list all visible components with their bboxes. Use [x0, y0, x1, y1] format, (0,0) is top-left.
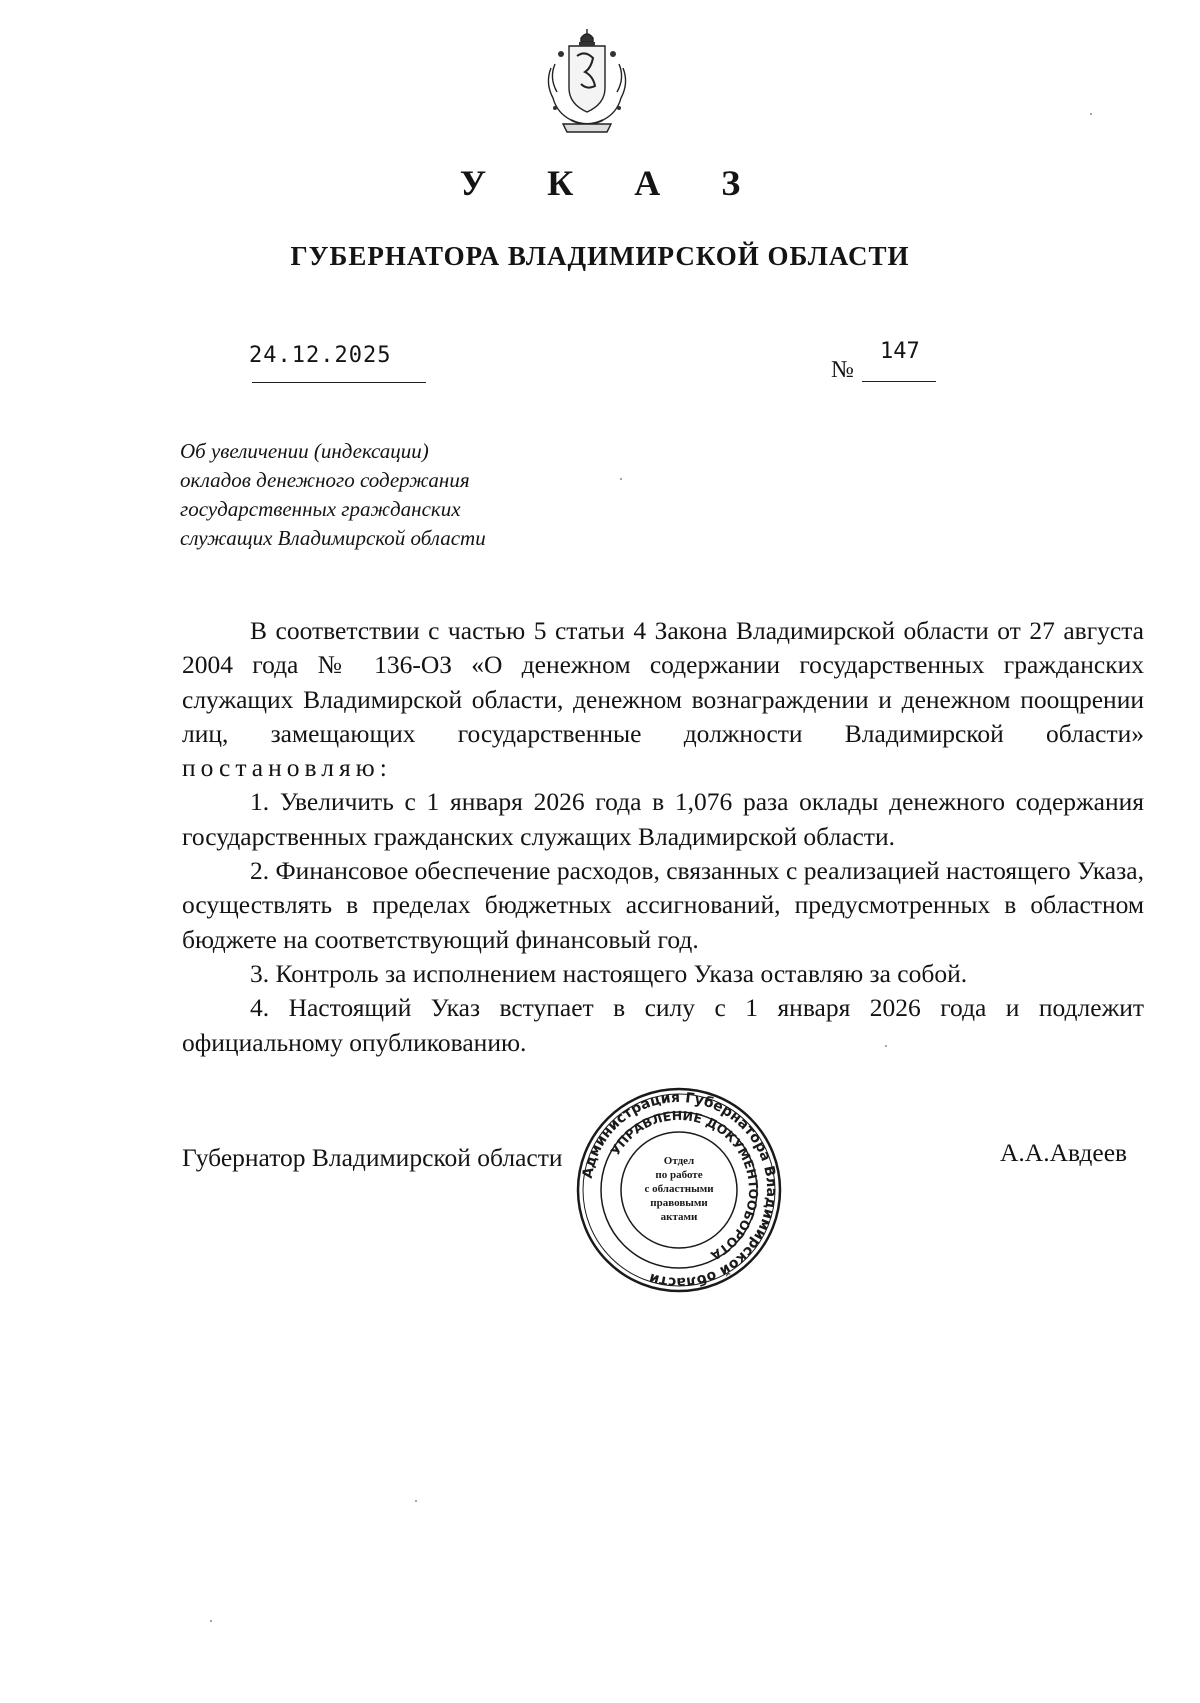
document-number: 147	[880, 339, 920, 364]
stamp-inner-ring-text: УПРАВЛЕНИЕ ДОКУМЕНТООБОРОТА	[607, 1107, 762, 1264]
stamp-center-line: Отдел	[663, 1155, 695, 1167]
stamp-center-line: по работе	[655, 1169, 703, 1181]
heading-line: государственных гражданских	[180, 497, 461, 521]
item-paragraph: 4. Настоящий Указ вступает в силу с 1 января 2026 года и подлежит официальному опубликованию.	[182, 993, 1144, 1057]
heading-line: Об увеличении (индексации)	[180, 439, 429, 463]
heading-line: служащих Владимирской области	[180, 526, 486, 550]
stamp-center-line: правовыми	[650, 1197, 708, 1209]
scan-speck	[210, 1620, 212, 1622]
stamp-center-line: актами	[660, 1211, 698, 1223]
date-underline	[252, 382, 426, 383]
number-sign: №	[831, 357, 854, 383]
stamp-center-line: с областными	[644, 1183, 714, 1195]
scan-speck	[1090, 113, 1092, 115]
scan-speck	[885, 1045, 887, 1047]
document-date: 24.12.2025	[249, 343, 392, 368]
document-heading	[180, 437, 486, 553]
signer-title: Губернатор Владимирской области	[182, 1143, 563, 1172]
preamble-text: В соответствии с частью 5 статьи 4 Закона Владимирской области от 27 августа 2004 года № 136-ОЗ «О денежном содержании государственных гражданских служащих Владимирской области, денежном вознаграждении и денежном поощрении лиц, замещающих государственные должности Владимирской области»	[182, 616, 1144, 748]
preamble-paragraph	[182, 614, 1144, 785]
scan-speck	[620, 478, 622, 480]
official-seal-stamp	[574, 1085, 784, 1295]
document-title: У К А З	[459, 163, 767, 203]
item-paragraph: 3. Контроль за исполнением настоящего Указа оставляю за собой.	[250, 958, 968, 988]
resolution-word: постановляю:	[182, 753, 392, 783]
stamp-outer-text: Администрация Губернатора Владимирской области	[579, 1089, 780, 1291]
heading-line: окладов денежного содержания	[180, 468, 470, 492]
scan-speck	[415, 1500, 417, 1502]
document-body	[182, 614, 1144, 1060]
number-underline	[862, 381, 936, 382]
item-paragraph: 1. Увеличить с 1 января 2026 года в 1,076 раза оклады денежного содержания государственных гражданских служащих Владимирской области.	[182, 787, 1144, 851]
signer-name: А.А.Авдеев	[1000, 1138, 1128, 1167]
coat-of-arms-emblem	[541, 28, 633, 136]
document-subtitle: ГУБЕРНАТОРА ВЛАДИМИРСКОЙ ОБЛАСТИ	[290, 241, 910, 271]
item-paragraph: 2. Финансовое обеспечение расходов, связанных с реализацией настоящего Указа, осуществлять в пределах бюджетных ассигнований, предусмотренных в областном бюджете на соответствующий финансовый год.	[182, 856, 1144, 954]
